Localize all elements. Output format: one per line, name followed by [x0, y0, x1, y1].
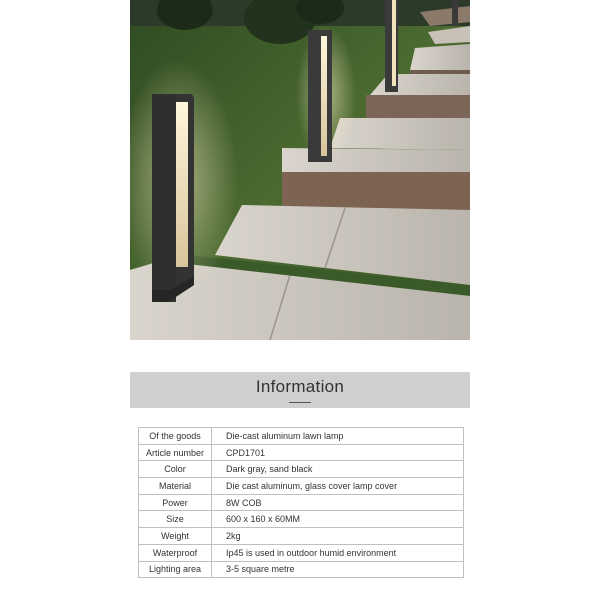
spec-table: [138, 427, 464, 578]
spec-label: Size: [139, 511, 212, 528]
spec-value: Die-cast aluminum lawn lamp: [212, 428, 464, 445]
table-row: [139, 461, 464, 478]
spec-label: Material: [139, 478, 212, 495]
information-underline: [289, 402, 311, 403]
spec-label: Waterproof: [139, 544, 212, 561]
lawn-lamp-scene: [130, 0, 470, 340]
spec-value: 600 x 160 x 60MM: [212, 511, 464, 528]
spec-label: Weight: [139, 528, 212, 545]
spec-value: 3-5 square metre: [212, 561, 464, 578]
spec-value: 2kg: [212, 528, 464, 545]
table-row: [139, 444, 464, 461]
table-row: [139, 428, 464, 445]
table-row: [139, 528, 464, 545]
spec-value: 8W COB: [212, 494, 464, 511]
table-row: [139, 478, 464, 495]
table-row: [139, 544, 464, 561]
spec-label: Color: [139, 461, 212, 478]
table-row: [139, 494, 464, 511]
product-photo: [130, 0, 470, 340]
table-row: [139, 511, 464, 528]
spec-value: Dark gray, sand black: [212, 461, 464, 478]
spec-label: Of the goods: [139, 428, 212, 445]
information-title: Information: [255, 377, 345, 396]
spec-label: Lighting area: [139, 561, 212, 578]
table-row: [139, 561, 464, 578]
spec-label: Power: [139, 494, 212, 511]
spec-value: Ip45 is used in outdoor humid environment: [212, 544, 464, 561]
spec-value: Die cast aluminum, glass cover lamp cover: [212, 478, 464, 495]
spec-value: CPD1701: [212, 444, 464, 461]
spec-label: Article number: [139, 444, 212, 461]
